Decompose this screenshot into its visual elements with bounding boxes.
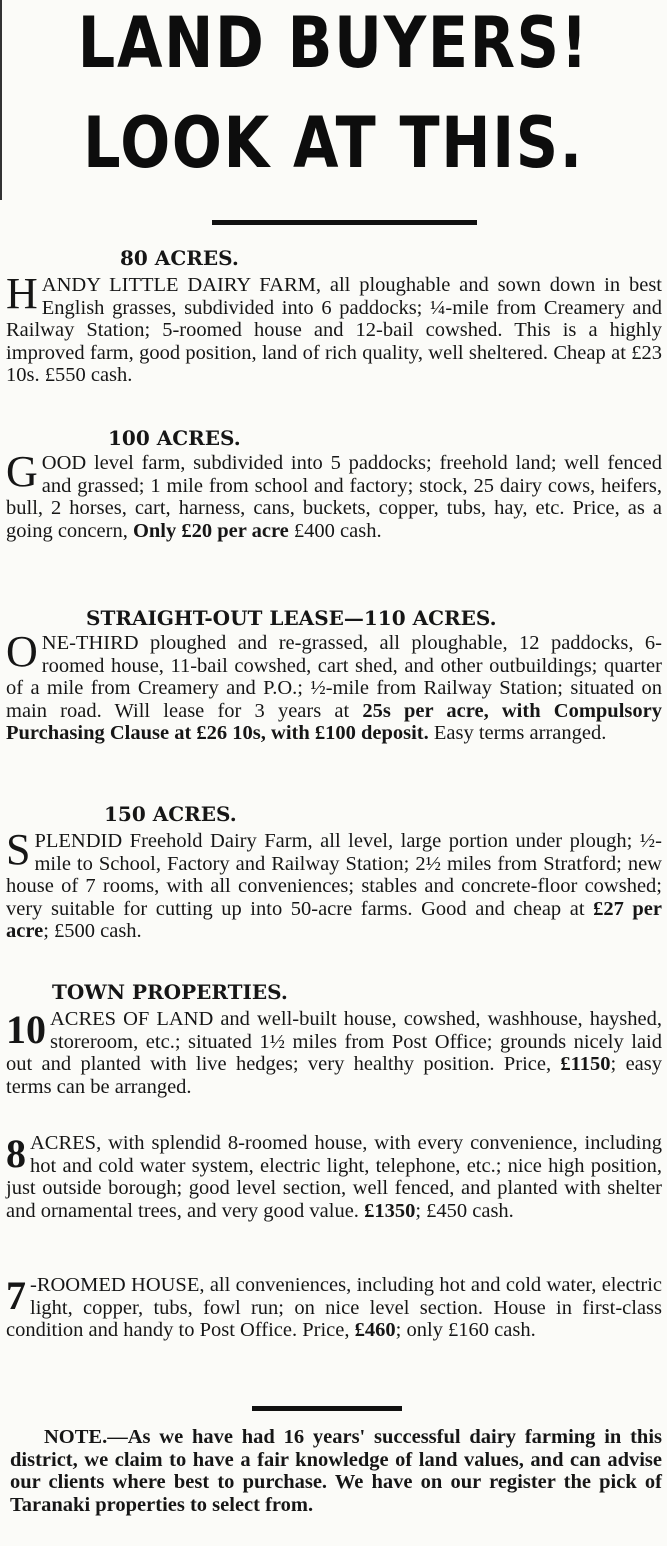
listing-lead: NE-THIRD: [41, 632, 139, 654]
listing-heading-lease-110-acres: STRAIGHT-OUT LEASE—110 ACRES.: [86, 606, 497, 630]
headline-line-1: LAND BUYERS!: [77, 2, 590, 84]
listing-text: and well-built house, cowshed, washhouse, hayshed, storeroom, etc.; situated 1½ miles from Post Office; grounds nicely laid out and planted with live hedges; very healthy position. Price,: [6, 1008, 663, 1076]
listing-text: ploughed and re-grassed, all ploughable, 12 paddocks, 6-roomed house, 11-bail cowshed, cart shed, and other outbuildings; quarter of a mile from Creamery and P.O.; ½-mile from Railway Station; situated on main road. Will lease for 3 years at: [6, 632, 662, 722]
listing-lead: PLENDID: [34, 830, 123, 852]
price-highlight: 25s per acre, with Compulsory Purchasing Clause at £26 10s, with £100 deposit.: [6, 699, 662, 745]
listing-text-after: Easy terms arranged.: [428, 722, 607, 745]
listing-text: Freehold Dairy Farm, all level, large portion under plough; ½-mile to School, Factory and Railway Station; 2½ miles from Stratford; new house of 7 rooms, with all conveniences; stables and concrete-floor cowshed; very suitable for cutting up into 50-acre farms. Good and cheap at: [6, 830, 662, 920]
listing-lead: ACRES,: [30, 1132, 102, 1154]
price-highlight: £460: [354, 1319, 396, 1342]
listing-text: level farm, subdivided into 5 paddocks; freehold land; well fenced and grassed; 1 mile from school and factory; stock, 25 dairy cows, heifers, bull, 2 horses, cart, harness, cans, buckets, copper, tubs, hay, etc. Price, as a going concern,: [6, 452, 662, 542]
column-border: [0, 0, 2, 200]
divider-rule: [212, 220, 477, 225]
listing-lease-110-acres: [6, 627, 662, 745]
listing-heading-150-acres: 150 ACRES.: [104, 802, 237, 826]
listing-150-acres: [6, 825, 662, 943]
listing-lead: ACRES OF LAND: [50, 1008, 214, 1030]
drop-initial: G: [6, 447, 38, 496]
listing-text: with splendid 8-roomed house, with every convenience, including hot and cold water system, electric light, telephone, etc.; nice high position, just outside borough; good level section, well fenced, and planted with shelter and ornamental trees, and very good value.: [6, 1132, 662, 1222]
drop-initial: H: [6, 269, 38, 318]
listing-heading-100-acres: 100 ACRES.: [108, 426, 241, 450]
listing-text-after: ; £450 cash.: [415, 1199, 514, 1222]
listing-lead: -ROOMED HOUSE,: [30, 1274, 205, 1296]
town-listing-7-roomed-house: [6, 1274, 662, 1342]
listing-text-after: ; only £160 cash.: [395, 1319, 536, 1342]
drop-initial: O: [6, 627, 38, 676]
headline-line-2: LOOK AT THIS.: [83, 102, 584, 184]
price-highlight: Only £20 per acre: [132, 519, 289, 542]
divider-rule: [252, 1406, 402, 1411]
footer-note: NOTE.—As we have had 16 years' successful dairy farming in this district, we claim to have a fair knowledge of land values, and can advise our clients where best to purchase. We have on our register the pick of Taranaki properties to select from.: [10, 1426, 662, 1516]
town-properties-heading: TOWN PROPERTIES.: [52, 980, 288, 1004]
listing-lead: ANDY LITTLE DAIRY FARM: [41, 274, 316, 296]
town-listing-10-acres: [6, 1008, 662, 1098]
listing-lead: OOD: [41, 452, 87, 474]
listing-text: all conveniences, including hot and cold water, electric light, copper, tubs, fowl run; on nice level section. House in first-class condition and handy to Post Office. Price,: [6, 1274, 662, 1342]
drop-initial: S: [6, 825, 31, 874]
listing-text-after: ; £500 cash.: [43, 920, 142, 943]
town-listing-8-acres: [6, 1132, 662, 1222]
drop-initial: 10: [6, 1007, 46, 1052]
listing-text-after: £400 cash.: [288, 519, 382, 542]
listing-heading-80-acres: 80 ACRES.: [120, 246, 239, 270]
price-highlight: £1150: [560, 1053, 611, 1076]
listing-text: , all ploughable and sown down in best English grasses, subdivided into 6 paddocks; ¼-mile from Creamery and Railway Station; 5-roomed house and 12-bail cowshed. This is a highly improved farm, good position, land of rich quality, well sheltered. Cheap at £23 10s. £550 cash.: [6, 274, 662, 387]
listing-text-after: ; easy terms can be arranged.: [6, 1053, 662, 1098]
price-highlight: £1350: [364, 1199, 416, 1222]
listing-80-acres: [6, 269, 662, 387]
drop-initial: 7: [6, 1273, 26, 1318]
listing-100-acres: [6, 447, 662, 542]
price-highlight: £27 per acre: [6, 897, 662, 943]
drop-initial: 8: [6, 1131, 26, 1176]
